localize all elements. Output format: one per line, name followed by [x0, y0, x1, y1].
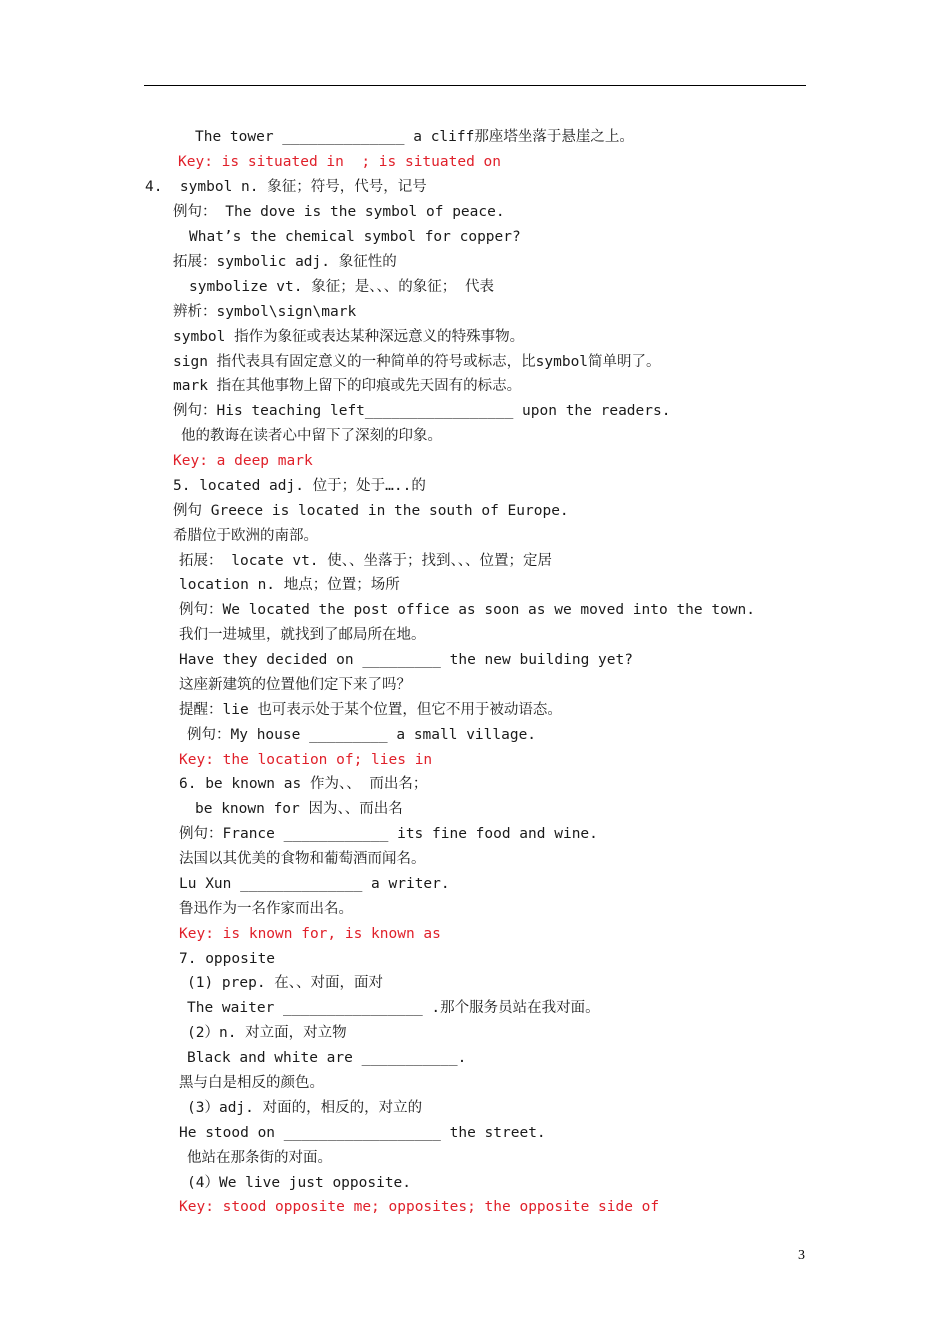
- text-line: 例句：My house _________ a small village.: [187, 727, 537, 743]
- text-line: symbol 指作为象征或表达某种深远意义的特殊事物。: [173, 329, 525, 345]
- text-line: The tower ______________ a cliff那座塔坐落于悬崖之上。: [195, 129, 634, 145]
- text-line: location n. 地点；位置；场所: [179, 577, 400, 593]
- text-line: 例句：We located the post office as soon as we moved into the town.: [179, 602, 756, 618]
- text-line: Have they decided on _________ the new building yet?: [179, 652, 633, 668]
- answer-key-line: Key: is situated in ; is situated on: [178, 154, 502, 170]
- text-line: symbolize vt. 象征；是、、、的象征； 代表: [189, 279, 494, 295]
- answer-key-line: Key: a deep mark: [173, 453, 313, 469]
- section-heading: 5. located adj. 位于；处于…..的: [173, 478, 426, 494]
- text-line: (3）adj. 对面的，相反的，对立的: [187, 1100, 423, 1116]
- text-line: 他站在那条街的对面。: [187, 1150, 332, 1166]
- text-line: 黑与白是相反的颜色。: [179, 1075, 324, 1091]
- text-line: 他的教诲在读者心中留下了深刻的印象。: [181, 428, 442, 444]
- text-line: He stood on __________________ the street.: [179, 1125, 546, 1141]
- text-line: 例句：France ____________ its fine food and wine.: [179, 826, 598, 842]
- text-line: 希腊位于欧洲的南部。: [173, 528, 318, 544]
- section-heading: 7. opposite: [179, 951, 276, 967]
- answer-key-line: Key: the location of; lies in: [179, 752, 433, 768]
- text-line: 拓展： locate vt. 使、、坐落于；找到、、、位置；定居: [179, 553, 553, 569]
- text-line: mark 指在其他事物上留下的印痕或先天固有的标志。: [173, 378, 522, 394]
- text-line: 鲁迅作为一名作家而出名。: [179, 901, 353, 917]
- page-number: 3: [798, 1248, 805, 1263]
- text-line: 例句：His teaching left_________________ upon the readers.: [173, 403, 671, 419]
- text-line: What’s the chemical symbol for copper?: [189, 229, 521, 245]
- text-line: (2）n. 对立面，对立物: [187, 1025, 347, 1041]
- text-line: 辨析：symbol\sign\mark: [173, 304, 357, 320]
- text-line: Lu Xun ______________ a writer.: [179, 876, 450, 892]
- text-line: 法国以其优美的食物和葡萄酒而闻名。: [179, 851, 426, 867]
- section-heading: 6. be known as 作为、、 而出名；: [179, 776, 428, 792]
- answer-key-line: Key: stood opposite me; opposites; the opposite side of: [179, 1199, 660, 1215]
- header-rule: [144, 85, 806, 86]
- text-line: sign 指代表具有固定意义的一种简单的符号或标志，比symbol简单明了。: [173, 354, 661, 370]
- answer-key-line: Key: is known for, is known as: [179, 926, 441, 942]
- text-line: 例句： The dove is the symbol of peace.: [173, 204, 505, 220]
- text-line: 提醒：lie 也可表示处于某个位置，但它不用于被动语态。: [179, 702, 562, 718]
- text-line: (1) prep. 在、、对面，面对: [187, 975, 384, 991]
- text-line: Black and white are ___________.: [187, 1050, 467, 1066]
- text-line: 我们一进城里，就找到了邮局所在地。: [179, 627, 426, 643]
- section-heading: 4. symbol n. 象征；符号，代号，记号: [145, 179, 427, 195]
- text-line: 拓展：symbolic adj. 象征性的: [173, 254, 397, 270]
- text-line: be known for 因为、、而出名: [195, 801, 403, 817]
- text-line: 例句 Greece is located in the south of Europe.: [173, 503, 569, 519]
- text-line: The waiter ________________ .那个服务员站在我对面。: [187, 1000, 600, 1016]
- text-line: (4）We live just opposite.: [187, 1175, 412, 1191]
- text-line: 这座新建筑的位置他们定下来了吗？: [179, 677, 411, 693]
